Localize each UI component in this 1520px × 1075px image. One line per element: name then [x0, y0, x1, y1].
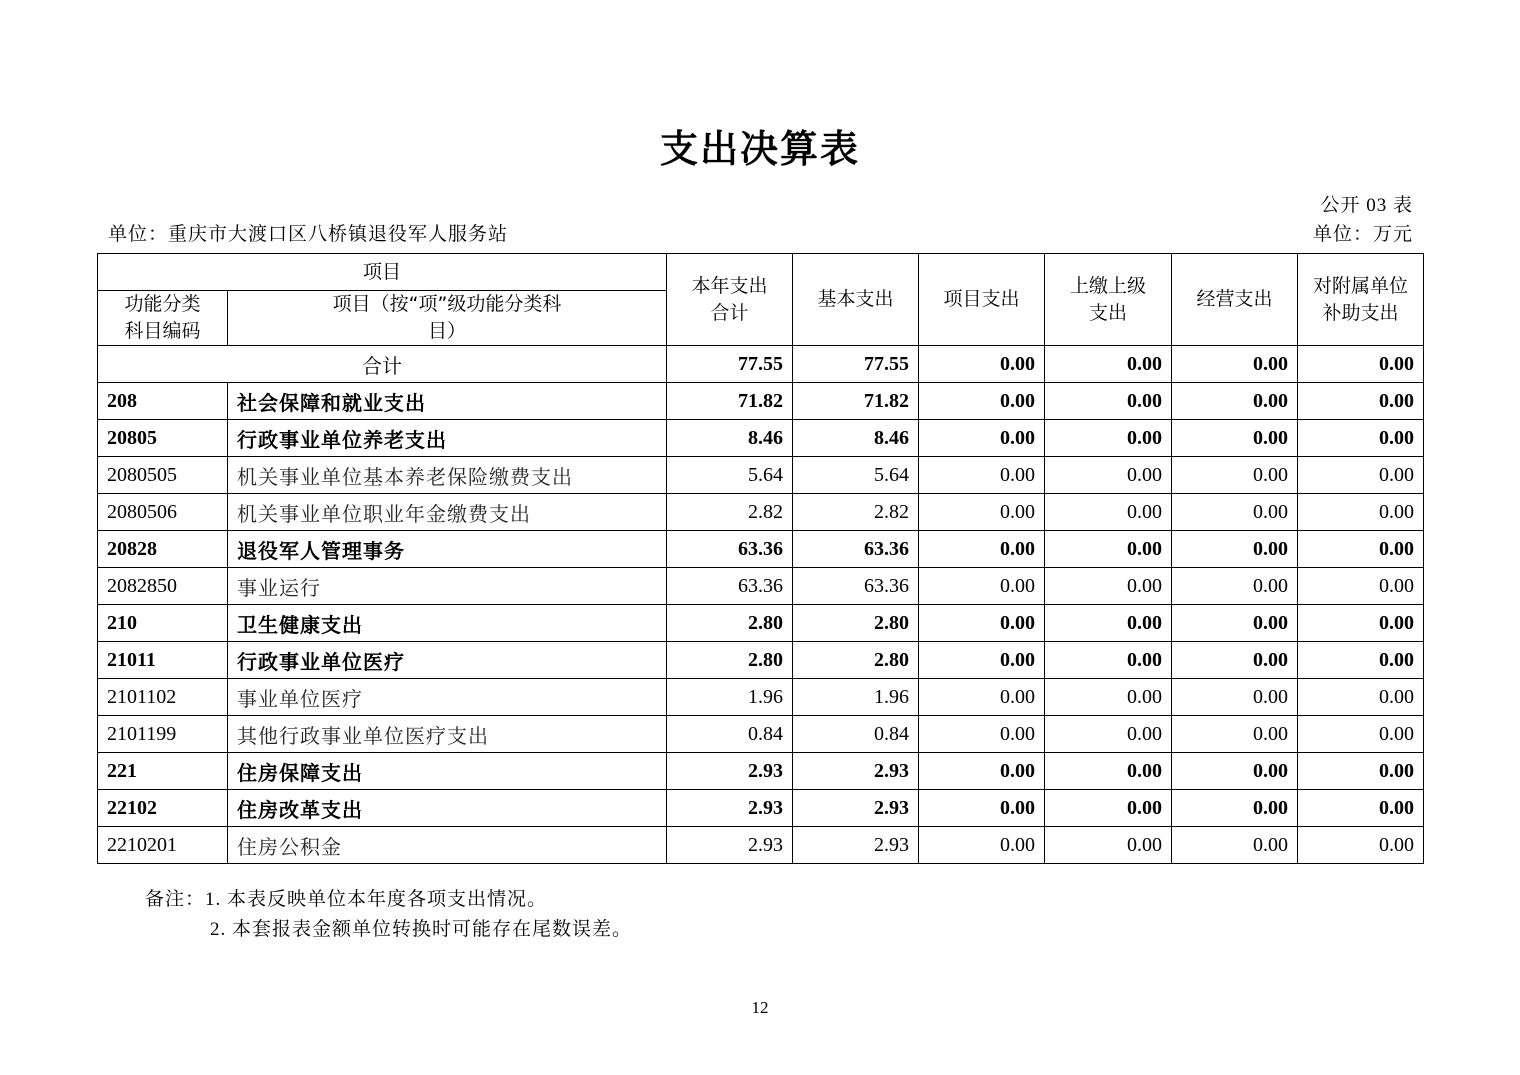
row-code: 20828 [98, 531, 228, 568]
row-code: 2080505 [98, 457, 228, 494]
header-total [667, 254, 793, 346]
row-value: 0.00 [1298, 568, 1424, 605]
row-value: 2.93 [667, 827, 793, 864]
row-value: 0.00 [1172, 568, 1298, 605]
row-value: 0.00 [1045, 753, 1172, 790]
row-value: 0.00 [919, 494, 1045, 531]
total-value: 0.00 [1172, 346, 1298, 383]
row-value: 8.46 [667, 420, 793, 457]
row-value: 2.93 [793, 753, 919, 790]
row-value: 0.00 [1045, 568, 1172, 605]
row-name: 机关事业单位基本养老保险缴费支出 [228, 457, 667, 494]
row-value: 8.46 [793, 420, 919, 457]
total-value: 0.00 [1298, 346, 1424, 383]
row-code: 2101102 [98, 679, 228, 716]
table-row [98, 790, 1424, 827]
row-value: 0.00 [1298, 716, 1424, 753]
row-value: 0.00 [1172, 753, 1298, 790]
note-line-1: 备注：1. 本表反映单位本年度各项支出情况。 [145, 889, 548, 910]
row-value: 0.00 [919, 531, 1045, 568]
table-row [98, 383, 1424, 420]
table-row [98, 716, 1424, 753]
table-row [98, 531, 1424, 568]
row-code: 2080506 [98, 494, 228, 531]
row-value: 0.00 [1172, 827, 1298, 864]
header-subsidy-text: 对附属单位补助支出 [1313, 274, 1409, 324]
row-value: 2.80 [667, 642, 793, 679]
row-name: 卫生健康支出 [228, 605, 667, 642]
row-value: 0.00 [1045, 457, 1172, 494]
row-code: 2101199 [98, 716, 228, 753]
row-name: 社会保障和就业支出 [228, 383, 667, 420]
table-row [98, 420, 1424, 457]
header-business: 经营支出 [1172, 254, 1298, 346]
row-value: 0.00 [919, 716, 1045, 753]
row-code: 21011 [98, 642, 228, 679]
row-value: 2.80 [793, 642, 919, 679]
row-value: 0.00 [1045, 383, 1172, 420]
expenditure-table [97, 253, 1424, 864]
row-value: 0.00 [1298, 790, 1424, 827]
header-item [228, 291, 667, 346]
row-code: 210 [98, 605, 228, 642]
header-upper [1045, 254, 1172, 346]
row-value: 0.00 [1298, 420, 1424, 457]
header-upper-text: 上缴上级支出 [1070, 274, 1147, 324]
header-project: 项目 [98, 254, 667, 291]
row-value: 0.00 [919, 642, 1045, 679]
row-value: 0.00 [1045, 605, 1172, 642]
row-value: 0.00 [919, 827, 1045, 864]
row-code: 22102 [98, 790, 228, 827]
table-row [98, 642, 1424, 679]
row-code: 208 [98, 383, 228, 420]
unit-organization: 单位：重庆市大渡口区八桥镇退役军人服务站 [108, 224, 509, 245]
row-name: 事业运行 [228, 568, 667, 605]
row-value: 0.00 [1045, 494, 1172, 531]
row-value: 63.36 [793, 531, 919, 568]
row-value: 0.00 [1172, 679, 1298, 716]
row-value: 0.00 [1045, 716, 1172, 753]
row-value: 2.93 [793, 790, 919, 827]
page-number: 12 [751, 998, 769, 1017]
row-value: 2.82 [667, 494, 793, 531]
row-value: 0.00 [1045, 679, 1172, 716]
table-row [98, 494, 1424, 531]
table-row [98, 827, 1424, 864]
row-value: 1.96 [667, 679, 793, 716]
row-name: 退役军人管理事务 [228, 531, 667, 568]
header-basic: 基本支出 [793, 254, 919, 346]
row-value: 0.00 [1172, 531, 1298, 568]
header-project-expense: 项目支出 [919, 254, 1045, 346]
row-value: 0.00 [1172, 642, 1298, 679]
row-value: 0.00 [1172, 420, 1298, 457]
row-value: 0.00 [1298, 642, 1424, 679]
row-value: 2.93 [793, 827, 919, 864]
row-value: 0.00 [919, 420, 1045, 457]
row-value: 0.00 [1298, 383, 1424, 420]
row-value: 0.00 [1298, 679, 1424, 716]
header-item-text: 项目（按“项”级功能分类科目） [332, 293, 562, 342]
row-value: 0.00 [919, 383, 1045, 420]
row-value: 0.00 [1298, 457, 1424, 494]
row-value: 0.00 [1172, 605, 1298, 642]
row-value: 0.00 [1172, 383, 1298, 420]
row-value: 0.00 [1172, 457, 1298, 494]
row-value: 0.00 [919, 679, 1045, 716]
row-value: 5.64 [667, 457, 793, 494]
row-value: 2.82 [793, 494, 919, 531]
table-row [98, 753, 1424, 790]
row-value: 1.96 [793, 679, 919, 716]
total-value: 77.55 [667, 346, 793, 383]
row-code: 20805 [98, 420, 228, 457]
header-total-text: 本年支出合计 [691, 274, 768, 324]
row-value: 0.00 [1298, 827, 1424, 864]
row-name: 其他行政事业单位医疗支出 [228, 716, 667, 753]
row-name: 住房公积金 [228, 827, 667, 864]
row-value: 2.93 [667, 790, 793, 827]
total-value: 0.00 [919, 346, 1045, 383]
row-value: 0.00 [1045, 642, 1172, 679]
row-value: 0.00 [1045, 827, 1172, 864]
notes [145, 885, 632, 945]
row-value: 63.36 [667, 531, 793, 568]
row-value: 0.84 [793, 716, 919, 753]
row-code: 221 [98, 753, 228, 790]
unit-currency: 单位：万元 [1312, 224, 1413, 245]
row-value: 0.00 [1298, 494, 1424, 531]
row-value: 0.00 [1045, 531, 1172, 568]
row-name: 住房改革支出 [228, 790, 667, 827]
row-value: 63.36 [793, 568, 919, 605]
row-value: 5.64 [793, 457, 919, 494]
row-value: 0.00 [1045, 790, 1172, 827]
row-value: 0.00 [1298, 753, 1424, 790]
row-value: 0.00 [1172, 716, 1298, 753]
total-value: 77.55 [793, 346, 919, 383]
header-func-code [98, 291, 228, 346]
header-subsidy [1298, 254, 1424, 346]
row-code: 2082850 [98, 568, 228, 605]
row-value: 0.00 [1298, 531, 1424, 568]
row-value: 63.36 [667, 568, 793, 605]
note-line-2: 2. 本套报表金额单位转换时可能存在尾数误差。 [210, 919, 633, 940]
row-value: 0.00 [1045, 420, 1172, 457]
row-value: 0.84 [667, 716, 793, 753]
row-value: 0.00 [919, 753, 1045, 790]
row-name: 机关事业单位职业年金缴费支出 [228, 494, 667, 531]
row-name: 住房保障支出 [228, 753, 667, 790]
row-value: 0.00 [919, 790, 1045, 827]
page-title: 支出决算表 [659, 127, 860, 171]
total-value: 0.00 [1045, 346, 1172, 383]
row-value: 0.00 [1298, 605, 1424, 642]
row-value: 2.93 [667, 753, 793, 790]
total-row [98, 346, 1424, 383]
row-name: 事业单位医疗 [228, 679, 667, 716]
row-value: 71.82 [793, 383, 919, 420]
total-label: 合计 [98, 346, 667, 383]
table-row [98, 568, 1424, 605]
row-value: 0.00 [1172, 790, 1298, 827]
row-name: 行政事业单位医疗 [228, 642, 667, 679]
header-func-code-text: 功能分类科目编码 [124, 293, 201, 342]
row-value: 0.00 [919, 568, 1045, 605]
row-code: 2210201 [98, 827, 228, 864]
row-name: 行政事业单位养老支出 [228, 420, 667, 457]
row-value: 71.82 [667, 383, 793, 420]
table-row [98, 457, 1424, 494]
table-row [98, 679, 1424, 716]
form-number: 公开 03 表 [1320, 195, 1413, 216]
row-value: 0.00 [919, 457, 1045, 494]
row-value: 2.80 [667, 605, 793, 642]
row-value: 0.00 [1172, 494, 1298, 531]
row-value: 2.80 [793, 605, 919, 642]
row-value: 0.00 [919, 605, 1045, 642]
table-row [98, 605, 1424, 642]
